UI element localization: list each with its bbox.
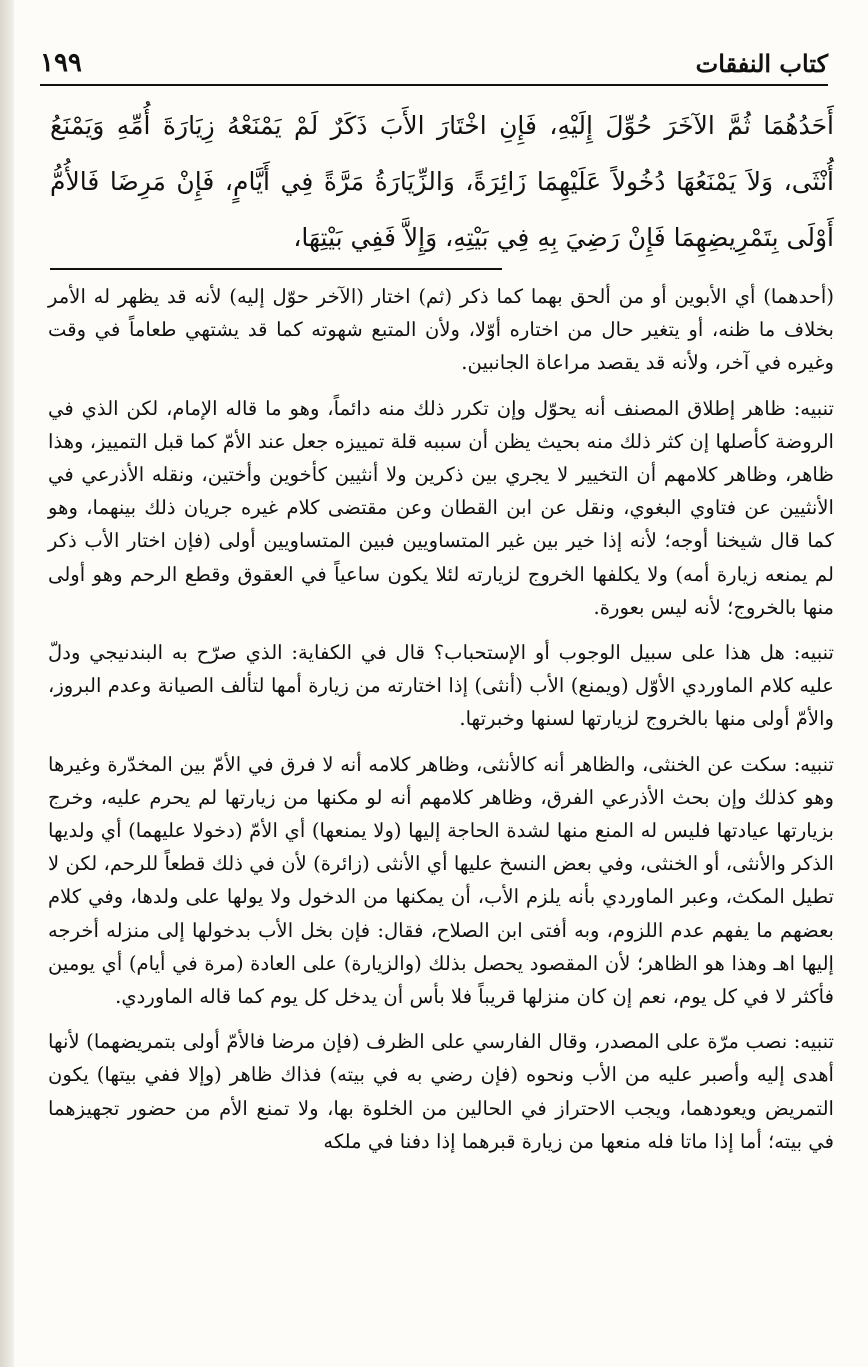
commentary-paragraph-5: تنبيه: نصب مرّة على المصدر، وقال الفارسي على الظرف (فإن مرضا فالأمّ أولى بتمريضهما) لأنها أهدى إليه وأصبر عليه من الأب ونحوه (فإن رضي به في بيته) فذاك ظاهر (وإلا ففي بيتها) يكون التمريض ويعودهما، ويجب الاحتراز في الحالين من الخلوة بها، ولا تمنع الأم من حضور تجهيزهما في بيته؛ أما إذا ماتا فله منعها من زيارة قبرهما إذا دفنا في ملكه xyxy=(48,1030,834,1153)
matn-separator-rule xyxy=(50,268,502,270)
commentary-paragraph-2: تنبيه: ظاهر إطلاق المصنف أنه يحوّل وإن تكرر ذلك منه دائماً، وهو ما قاله الإمام، لكن الذي في الروضة كأصلها إن كثر ذلك منه بحيث يظن أن سببه قلة تمييزه جعل عند الأمّ كما قبل التمييز، وهذا ظاهر، وظاهر كلامهم أن التخيير لا يجري بين ذكرين ولا أنثيين كأخوين وأختين، ونقله الأذرعي في الأنثيين عن فتاوي البغوي، ونقل عن ابن القطان وعن مقتضى كلام غيره جريان ذلك بينهما، وهو كما قال شيخنا أوجه؛ لأنه إذا خير بين غير المتساويين فبين المتساويين أولى (فإن اختار الأب ذكر لم يمنعه زيارة أمه) ولا يكلفها الخروج لزيارته لئلا يكون ساعياً في العقوق وقطع الرحم وهو أولى منها بالخروج؛ لأنه ليس بعورة. xyxy=(48,396,834,619)
commentary-paragraph-4: تنبيه: سكت عن الخنثى، والظاهر أنه كالأنثى، وظاهر كلامه أنه لا فرق في الأمّ بين المخدّرة وغيرها وهو كذلك وإن بحث الأذرعي الفرق، وظاهر كلامهم أنه لو مكنها من زيارتها لم يحرم عليه، وخرج بزيارتها عيادتها فليس له المنع منها لشدة الحاجة إليها (ولا يمنعها) أي الأمّ (دخولا عليهما) أي ولديها الذكر والأنثى، أو الخنثى، وفي بعض النسخ عليها أي الأنثى (زائرة) لأن في ذلك قطعاً للرحم، لكن لا تطيل المكث، وعبر الماوردي بأنه يلزم الأب، أن يمكنها من الدخول ولا يولها على ولدها، وفي كلام بعضهم ما يفهم عدم اللزوم، وبه أفتى ابن الصلاح، فقال: فإن بخل الأب بدخولها إلى منزله أخرجه إليها اهـ وهذا هو الظاهر؛ لأن المقصود يحصل بذلك (والزيارة) على العادة (مرة في أيام) أي يومين فأكثر لا في كل يوم، نعم إن كان منزلها قريباً فلا بأس أن يدخل كل يوم كما قاله الماوردي. xyxy=(48,752,834,1009)
commentary xyxy=(48,280,834,1170)
running-title: كتاب النفقات xyxy=(695,49,828,78)
page-edge-shadow xyxy=(0,0,14,1367)
commentary-paragraph-1: (أحدهما) أي الأبوين أو من ألحق بهما كما ذكر (ثم) اختار (الآخر حوّل إليه) لأنه قد يظهر له الأمر بخلاف ما ظنه، أو يتغير حال من اختاره أوّلا، ولأن المتبع شهوته كما قد يشتهي طعاماً في وقت وغيره في آخر، ولأنه قد يقصد مراعاة الجانبين. xyxy=(48,285,834,375)
page-header xyxy=(40,38,828,86)
commentary-paragraph-3: تنبيه: هل هذا على سبيل الوجوب أو الإستحباب؟ قال في الكفاية: الذي صرّح به البندنيجي ودلّ عليه كلام الماوردي الأوّل (ويمنع) الأب (أنثى) إذا اختارته من زيارة أمها لتألف الصيانة وعدم البروز، والأمّ أولى منها بالخروج لزيارتها لسنها وخبرتها. xyxy=(48,641,834,731)
matn-text: أَحَدُهُمَا ثُمَّ الآخَرَ حُوِّلَ إِلَيْهِ، فَإِنِ اخْتَارَ الأَبَ ذَكَرٌ لَمْ يَمْنَعْهُ زِيَارَةَ أُمِّهِ وَيَمْنَعُ أُنْثَى، وَلاَ يَمْنَعُهَا دُخُولاً عَلَيْهِمَا زَائِرَةً، وَالزِّيَارَةُ مَرَّةً فِي أَيَّامٍ، فَإِنْ مَرِضَا فَالأُمُّ أَوْلَى بِتَمْرِيضِهِمَا فَإِنْ رَضِيَ بِهِ فِي بَيْتِهِ، وَإِلاَّ فَفِي بَيْتِهَا، xyxy=(50,111,834,252)
page-number: ١٩٩ xyxy=(40,48,82,78)
